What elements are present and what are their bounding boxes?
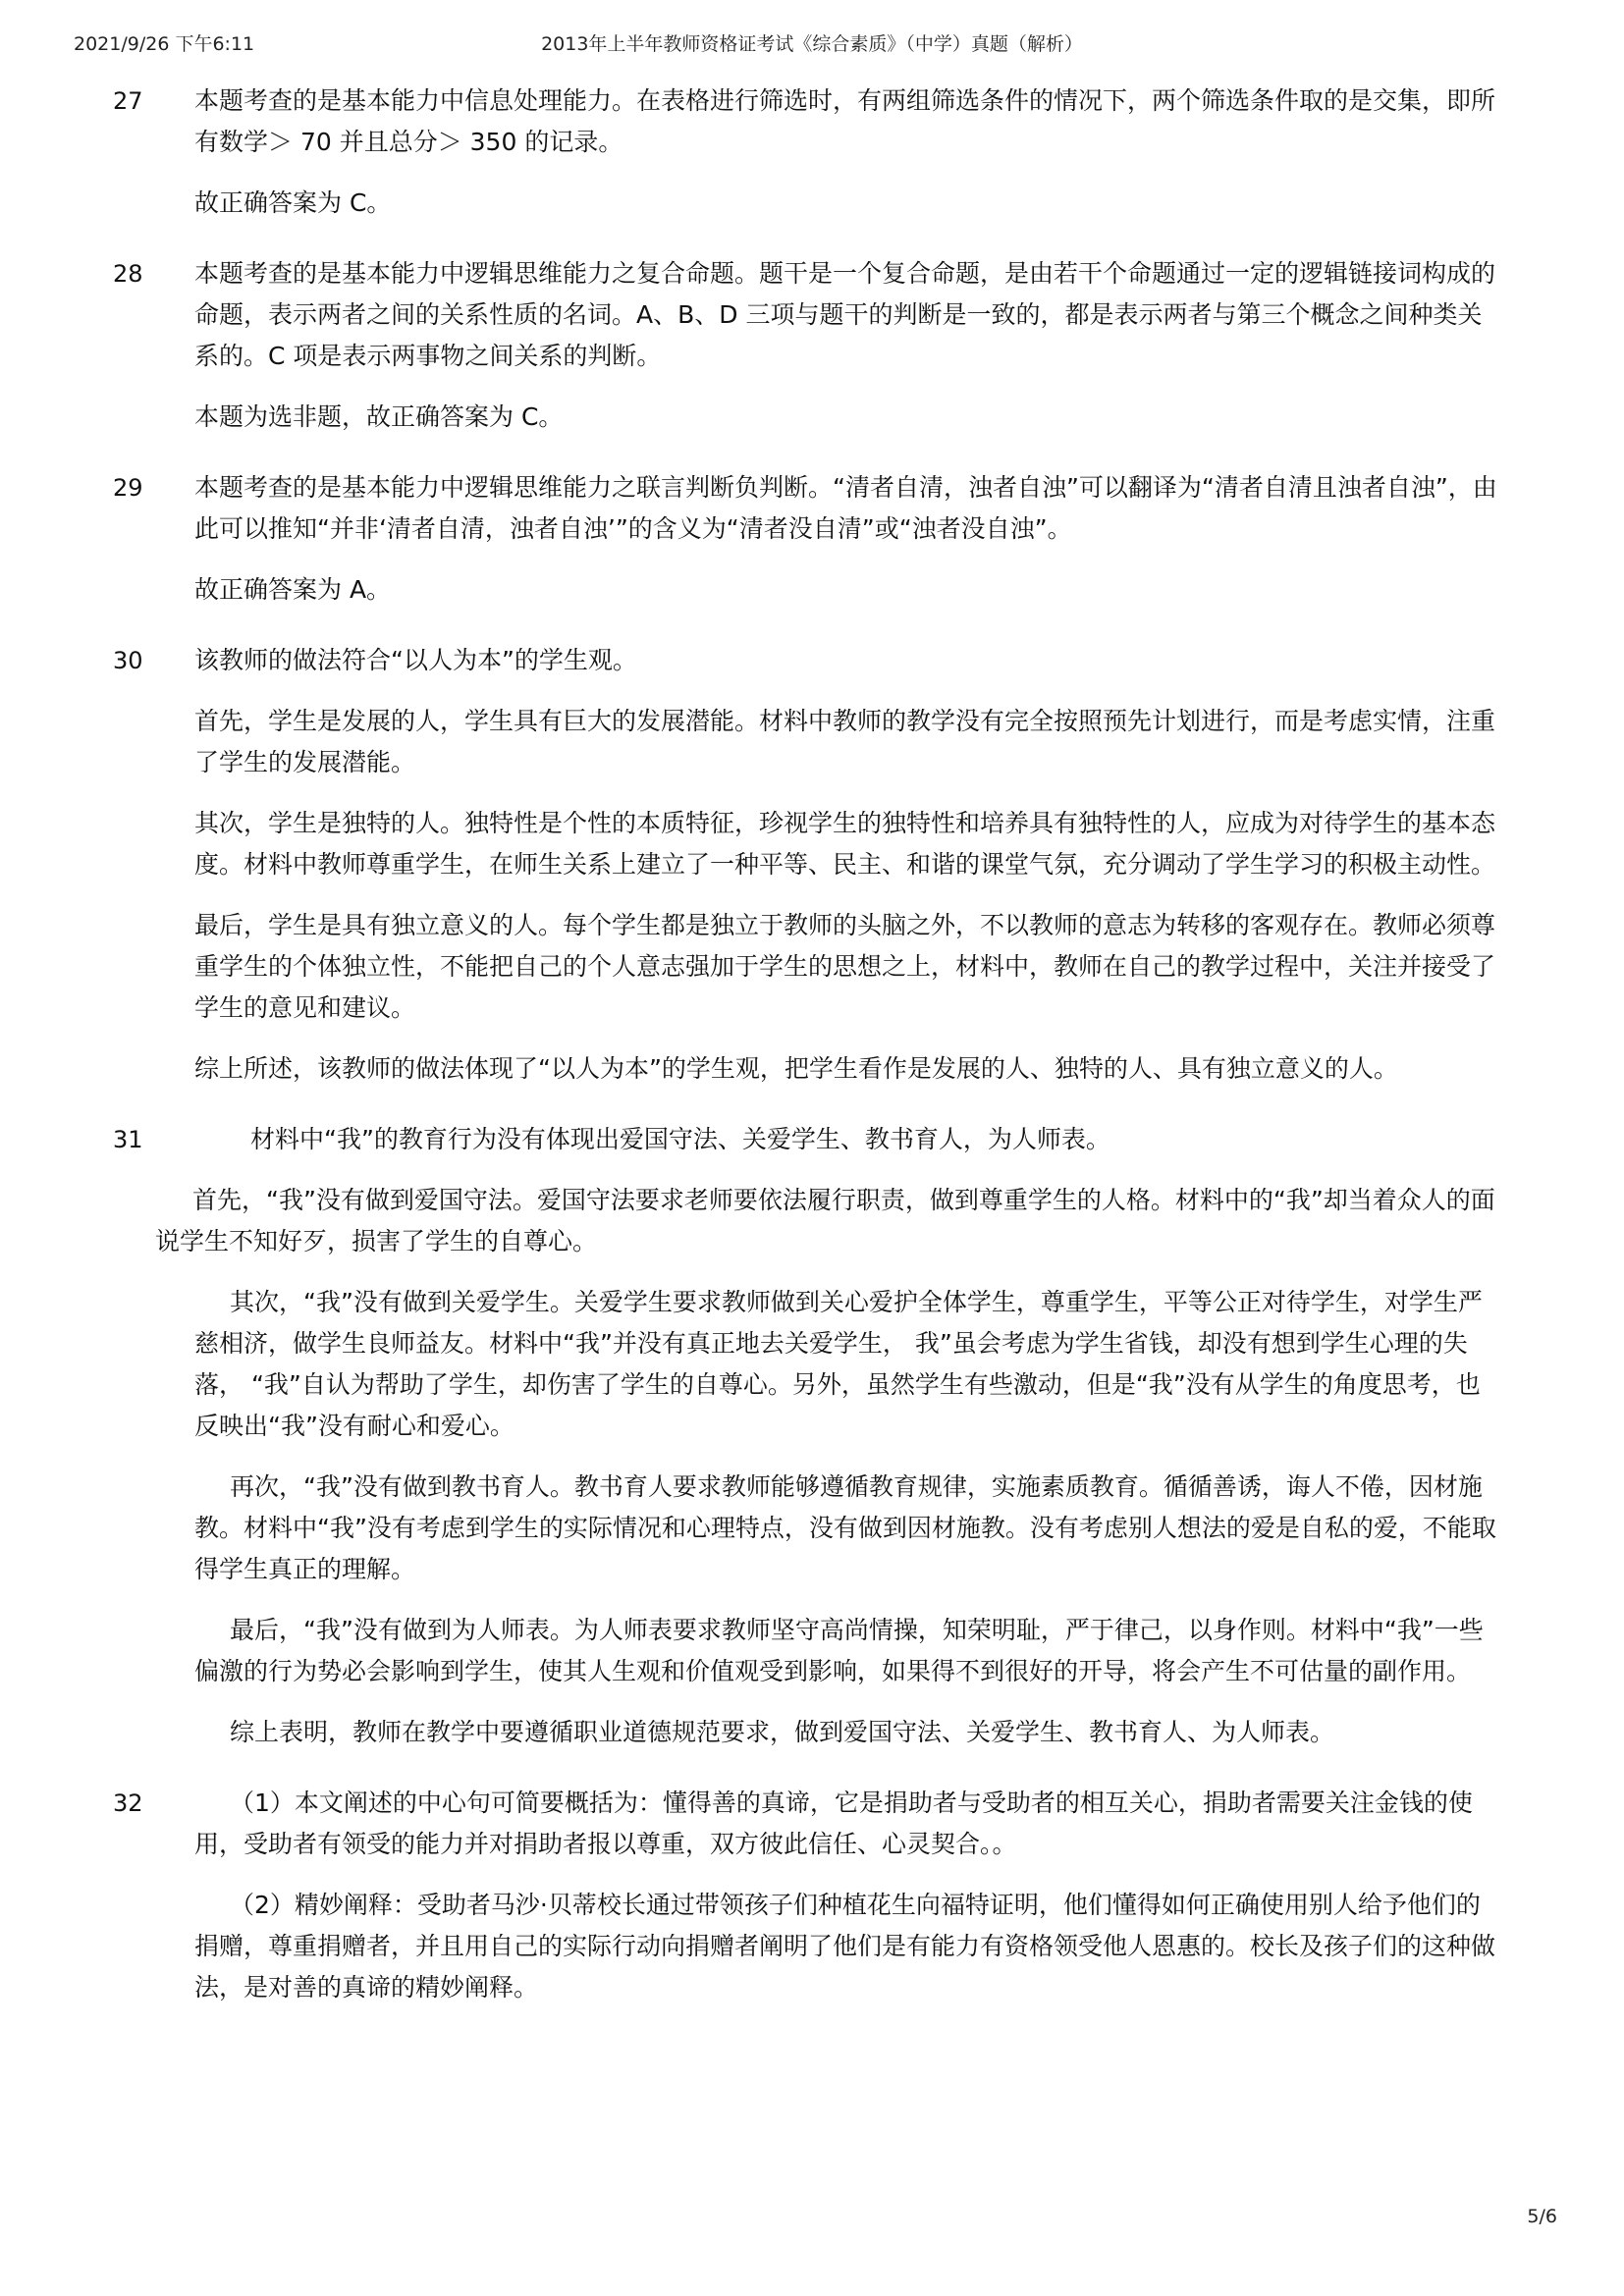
answer-paragraph: 本题考查的是基本能力中信息处理能力。在表格进行筛选时，有两组筛选条件的情况下，两个筛选条件取的是交集，即所有数学＞ 70 并且总分＞ 350 的记录。	[194, 86, 1496, 156]
question-number: 27	[113, 87, 143, 115]
answer-conclusion: 故正确答案为 A。	[194, 575, 392, 604]
question-number: 31	[113, 1126, 143, 1153]
answer-conclusion: 综上所述，该教师的做法体现了“以人为本”的学生观，把学生看作是发展的人、独特的人、具有独立意义的人。	[194, 1054, 1398, 1083]
answer-conclusion: 综上表明，教师在教学中要遵循职业道德规范要求，做到爱国守法、关爱学生、教书育人、为人师表。	[230, 1718, 1335, 1746]
answer-conclusion: 本题为选非题，故正确答案为 C。	[194, 402, 564, 431]
answer-paragraph: 该教师的做法符合“以人为本”的学生观。	[194, 646, 637, 674]
answer-paragraph: （1）本文阐述的中心句可简要概括为：懂得善的真谛，它是捐助者与受助者的相互关心，捐助者需要关注金钱的使用，受助者有领受的能力并对捐助者报以尊重，双方彼此信任、心灵契合。。	[194, 1789, 1473, 1858]
answer-paragraph: 首先，学生是发展的人，学生具有巨大的发展潜能。材料中教师的教学没有完全按照预先计划进行，而是考虑实情，注重了学生的发展潜能。	[194, 707, 1496, 776]
page-header	[0, 29, 1624, 59]
question-number: 32	[113, 1789, 143, 1817]
answer-item-31	[0, 1119, 1624, 1753]
answer-item-28	[0, 253, 1624, 438]
answer-item-30	[0, 640, 1624, 1090]
question-number: 28	[113, 260, 143, 288]
answer-paragraph: 再次，“我”没有做到教书育人。教书育人要求教师能够遵循教育规律，实施素质教育。循循善诱，诲人不倦，因材施教。材料中“我”没有考虑到学生的实际情况和心理特点，没有做到因材施教。没有考虑别人想法的爱是自私的爱，不能取得学生真正的理解。	[194, 1472, 1496, 1583]
question-number: 30	[113, 647, 143, 674]
document-title: 2013年上半年教师资格证考试《综合素质》（中学）真题（解析）	[541, 33, 1083, 55]
answer-paragraph: （2）精妙阐释：受助者马沙·贝蒂校长通过带领孩子们种植花生向福特证明，他们懂得如何正确使用别人给予他们的捐赠，尊重捐赠者，并且用自己的实际行动向捐赠者阐明了他们是有能力有资格领受他人恩惠的。校长及孩子们的这种做法，是对善的真谛的精妙阐释。	[194, 1891, 1496, 2002]
answer-paragraph: 其次，“我”没有做到关爱学生。关爱学生要求教师做到关心爱护全体学生，尊重学生，平等公正对待学生，对学生严慈相济，做学生良师益友。材料中“我”并没有真正地去关爱学生， 我”虽会考虑为学生省钱，却没有想到学生心理的失落， “我”自认为帮助了学生，却伤害了学生的自尊心。另外，虽然学生有些激动，但是“我”没有从学生的角度思考，也反映出“我”没有耐心和爱心。	[194, 1288, 1483, 1440]
answer-paragraph: 首先，“我”没有做到爱国守法。爱国守法要求老师要依法履行职责，做到尊重学生的人格。材料中的“我”却当着众人的面说学生不知好歹，损害了学生的自尊心。	[155, 1186, 1495, 1255]
answer-paragraph: 本题考查的是基本能力中逻辑思维能力之复合命题。题干是一个复合命题，是由若干个命题通过一定的逻辑链接词构成的命题，表示两者之间的关系性质的名词。A、B、D 三项与题干的判断是一致的，都是表示两者与第三个概念之间种类关系的。C 项是表示两事物之间关系的判断。	[194, 259, 1496, 370]
answer-paragraph: 最后，学生是具有独立意义的人。每个学生都是独立于教师的头脑之外，不以教师的意志为转移的客观存在。教师必须尊重学生的个体独立性，不能把自己的个人意志强加于学生的思想之上，材料中，教师在自己的教学过程中，关注并接受了学生的意见和建议。	[194, 911, 1496, 1022]
answer-paragraph: 材料中“我”的教育行为没有体现出爱国守法、关爱学生、教书育人，为人师表。	[250, 1125, 1110, 1153]
question-number: 29	[113, 474, 143, 502]
answer-paragraph: 本题考查的是基本能力中逻辑思维能力之联言判断负判断。“清者自清，浊者自浊”可以翻译为“清者自清且浊者自浊”，由此可以推知“并非‘清者自清，浊者自浊’”的含义为“清者没自清”或“浊者没自浊”。	[194, 473, 1497, 543]
print-date: 2021/9/26 下午6:11	[74, 33, 255, 55]
answer-paragraph: 最后，“我”没有做到为人师表。为人师表要求教师坚守高尚情操，知荣明耻，严于律己，以身作则。材料中“我”一些偏激的行为势必会影响到学生，使其人生观和价值观受到影响，如果得不到很好的开导，将会产生不可估量的副作用。	[194, 1616, 1484, 1685]
answer-list	[0, 80, 1624, 2038]
answer-conclusion: 故正确答案为 C。	[194, 188, 392, 217]
answer-item-32	[0, 1783, 1624, 2008]
page-number: 5/6	[1527, 2206, 1557, 2227]
answer-paragraph: 其次，学生是独特的人。独特性是个性的本质特征，珍视学生的独特性和培养具有独特性的人，应成为对待学生的基本态度。材料中教师尊重学生，在师生关系上建立了一种平等、民主、和谐的课堂气氛，充分调动了学生学习的积极主动性。	[194, 809, 1496, 879]
answer-item-27	[0, 80, 1624, 224]
answer-item-29	[0, 467, 1624, 611]
